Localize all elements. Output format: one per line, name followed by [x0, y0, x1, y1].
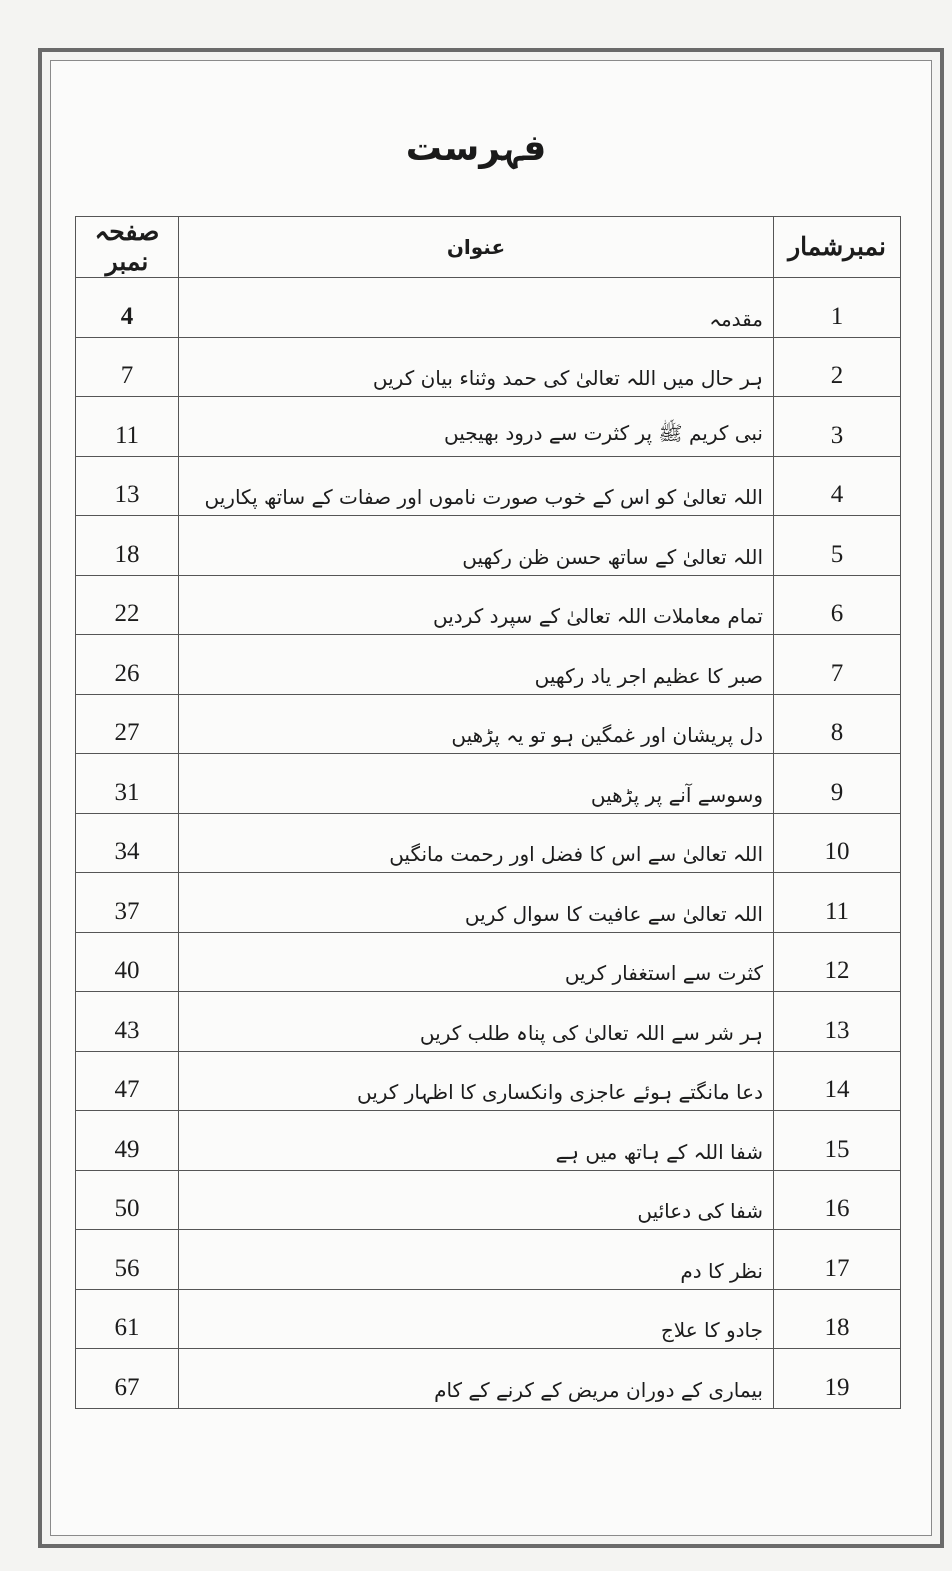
- row-page-number: 43: [76, 992, 179, 1052]
- row-title[interactable]: کثرت سے استغفار کریں: [179, 932, 774, 992]
- row-page-number: 27: [76, 694, 179, 754]
- row-title[interactable]: شفا کی دعائیں: [179, 1170, 774, 1230]
- row-page-number: 50: [76, 1170, 179, 1230]
- table-header-row: [76, 217, 901, 278]
- table-row[interactable]: [76, 575, 901, 635]
- table-row[interactable]: [76, 1349, 901, 1409]
- row-page-number: 49: [76, 1111, 179, 1171]
- row-number: 10: [774, 813, 901, 873]
- table-row[interactable]: [76, 635, 901, 695]
- table-row[interactable]: [76, 873, 901, 933]
- row-number: 7: [774, 635, 901, 695]
- row-number: 15: [774, 1111, 901, 1171]
- row-number: 13: [774, 992, 901, 1052]
- row-number: 17: [774, 1230, 901, 1290]
- table-row[interactable]: [76, 278, 901, 338]
- row-number: 4: [774, 456, 901, 516]
- row-page-number: 11: [76, 397, 179, 457]
- row-page-number: 67: [76, 1349, 179, 1409]
- table-row[interactable]: [76, 1170, 901, 1230]
- table-row[interactable]: [76, 397, 901, 457]
- row-title[interactable]: مقدمہ: [179, 278, 774, 338]
- table-row[interactable]: [76, 932, 901, 992]
- table-row[interactable]: [76, 992, 901, 1052]
- row-title[interactable]: نبی کریم ﷺ پر کثرت سے درود بھیجیں: [179, 397, 774, 457]
- row-number: 14: [774, 1051, 901, 1111]
- table-row[interactable]: [76, 694, 901, 754]
- row-page-number: 22: [76, 575, 179, 635]
- table-row[interactable]: [76, 516, 901, 576]
- row-page-number: 31: [76, 754, 179, 814]
- row-title[interactable]: بیماری کے دوران مریض کے کرنے کے کام: [179, 1349, 774, 1409]
- row-title[interactable]: اللہ تعالیٰ کے ساتھ حسن ظن رکھیں: [179, 516, 774, 576]
- table-row[interactable]: [76, 1289, 901, 1349]
- row-title[interactable]: اللہ تعالیٰ سے عافیت کا سوال کریں: [179, 873, 774, 933]
- row-title[interactable]: ہر شر سے اللہ تعالیٰ کی پناہ طلب کریں: [179, 992, 774, 1052]
- row-title[interactable]: دل پریشان اور غمگین ہو تو یہ پڑھیں: [179, 694, 774, 754]
- row-title[interactable]: دعا مانگتے ہوئے عاجزی وانکساری کا اظہار کریں: [179, 1051, 774, 1111]
- row-number: 9: [774, 754, 901, 814]
- table-row[interactable]: [76, 337, 901, 397]
- row-page-number: 34: [76, 813, 179, 873]
- row-page-number: 56: [76, 1230, 179, 1290]
- row-page-number: 40: [76, 932, 179, 992]
- row-page-number: 61: [76, 1289, 179, 1349]
- row-number: 6: [774, 575, 901, 635]
- row-title[interactable]: صبر کا عظیم اجر یاد رکھیں: [179, 635, 774, 695]
- row-page-number: 7: [76, 337, 179, 397]
- row-title[interactable]: ہر حال میں اللہ تعالیٰ کی حمد وثناء بیان کریں: [179, 337, 774, 397]
- row-title[interactable]: اللہ تعالیٰ کو اس کے خوب صورت ناموں اور صفات کے ساتھ پکاریں: [179, 456, 774, 516]
- row-page-number: 4: [76, 278, 179, 338]
- row-number: 11: [774, 873, 901, 933]
- table-row[interactable]: [76, 754, 901, 814]
- page-title: فہرست: [405, 128, 547, 169]
- table-row[interactable]: [76, 1111, 901, 1171]
- row-number: 1: [774, 278, 901, 338]
- row-page-number: 13: [76, 456, 179, 516]
- row-page-number: 18: [76, 516, 179, 576]
- row-number: 3: [774, 397, 901, 457]
- row-page-number: 47: [76, 1051, 179, 1111]
- row-title[interactable]: تمام معاملات اللہ تعالیٰ کے سپرد کردیں: [179, 575, 774, 635]
- header-number: نمبرشمار: [774, 217, 901, 278]
- row-page-number: 26: [76, 635, 179, 695]
- row-number: 8: [774, 694, 901, 754]
- table-row[interactable]: [76, 456, 901, 516]
- row-number: 2: [774, 337, 901, 397]
- header-title: عنوان: [179, 217, 774, 278]
- row-number: 19: [774, 1349, 901, 1409]
- row-number: 18: [774, 1289, 901, 1349]
- row-number: 5: [774, 516, 901, 576]
- contents-table: [75, 216, 901, 1409]
- header-page: صفحہ نمبر: [76, 217, 179, 278]
- row-title[interactable]: جادو کا علاج: [179, 1289, 774, 1349]
- row-title[interactable]: شفا اللہ کے ہاتھ میں ہے: [179, 1111, 774, 1171]
- row-title[interactable]: نظر کا دم: [179, 1230, 774, 1290]
- row-page-number: 37: [76, 873, 179, 933]
- row-title[interactable]: اللہ تعالیٰ سے اس کا فضل اور رحمت مانگیں: [179, 813, 774, 873]
- table-row[interactable]: [76, 813, 901, 873]
- table-row[interactable]: [76, 1051, 901, 1111]
- row-number: 12: [774, 932, 901, 992]
- row-title[interactable]: وسوسے آنے پر پڑھیں: [179, 754, 774, 814]
- row-number: 16: [774, 1170, 901, 1230]
- table-row[interactable]: [76, 1230, 901, 1290]
